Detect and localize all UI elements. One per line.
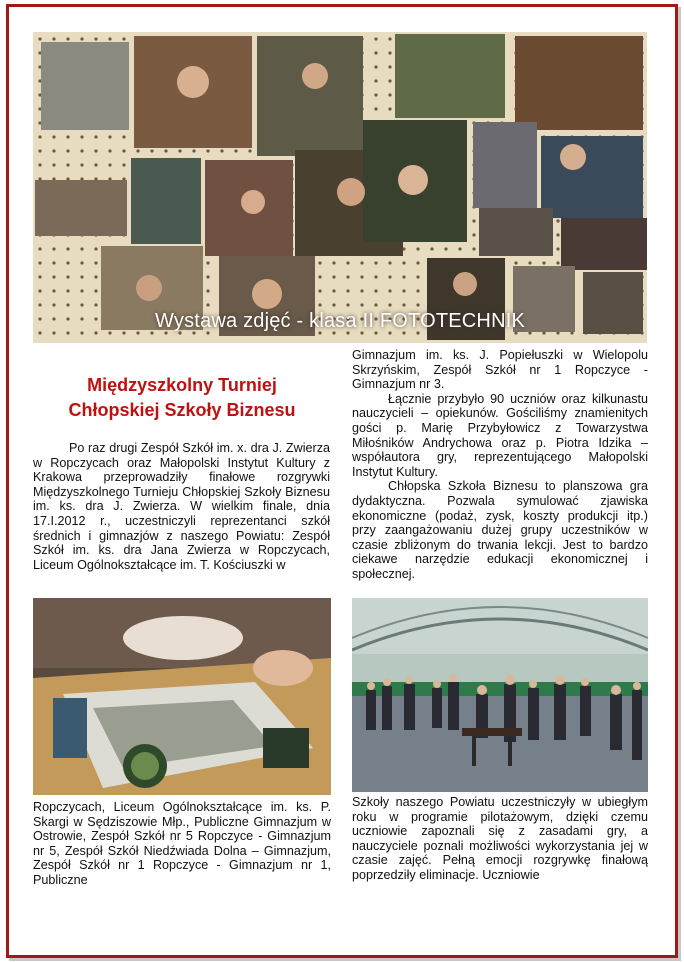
paragraph-schools-end: Gimnazjum im. ks. J. Popiełuszki w Wielopolu Skrzyńskim, Zespół Szkół nr 1 Ropczyce - Gimnazjum nr 3. <box>352 348 648 392</box>
paragraph-schools: Ropczycach, Liceum Ogólnokształcące im. ks. P. Skargi w Sędziszowie Młp., Publiczne Gimnazjum w Ostrowie, Zespół Szkół nr 5 Ropczyce - Gimnazjum nr 5, Zespół Szkół Niedźwiada Dolna – Gimnazjum, Zespół Szkół nr 1 Ropczyce - Gimnazjum nr 1, Publiczne <box>33 800 331 887</box>
paragraph-guests: Łącznie przybyło 90 uczniów oraz kilkunastu nauczycieli – opiekunów. Gościliśmy znamienitych gości p. Marię Przybyłowicz z Towarzystwa Miłośników Andrychowa oraz p. Piotra Idzika – współautora gry, reprezentującego Małopolski Instytut Kultury. <box>352 391 648 479</box>
title-line-1: Międzyszkolny Turniej <box>87 375 277 395</box>
exhibition-photo <box>33 32 647 343</box>
paragraph-game: Chłopska Szkoła Biznesu to planszowa gra dydaktyczna. Pozwala symulować zjawiska ekonomiczne (podaż, zysk, koszty produkcji itp.) przy zaangażowaniu dużej grupy uczestników w czasie zbliżonym do trwania lekcji. Jest to bardzo ciekawe narzędzie edukacji ekonomicznej i społecznej. <box>352 479 648 581</box>
sports-hall-photo <box>352 598 648 792</box>
paragraph-pilot: Szkoły naszego Powiatu uczestniczyły w ubiegłym roku w programie pilotażowym, dzięki czemu uczniowie zapoznali się z zasadami gry, a nauczyciele poznali możliwości wykorzystania jej w czasie zajęć. Pełną emocji rozgrywkę finałową poprzedziły eliminacje. Uczniowie <box>352 795 648 882</box>
article-title <box>34 373 330 423</box>
title-line-2: Chłopskiej Szkoły Biznesu <box>68 400 296 420</box>
exhibition-caption: Wystawa zdjęć - klasa II FOTOTECHNIK <box>154 310 526 332</box>
right-column <box>352 348 648 582</box>
paragraph-intro: Po raz drugi Zespół Szkół im. x. dra J. Zwierza w Ropczycach oraz Małopolski Instytut Kultury z Krakowa przeprowadziły finałowe rozgrywki Międzyszkolnego Turnieju Chłopskiej Szkoły Biznesu im. ks. dra J. Zwierza. W wielkim finale, dnia 17.I.2012 r., uczestniczyli reprezentanci szkół średnich i gimnazjów z naszego Powiatu: Zespół Szkół im. ks. dra Jana Zwierza w Ropczycach, Liceum Ogólnokształcące im. T. Kościuszki w <box>33 441 330 572</box>
board-game-photo <box>33 598 331 795</box>
